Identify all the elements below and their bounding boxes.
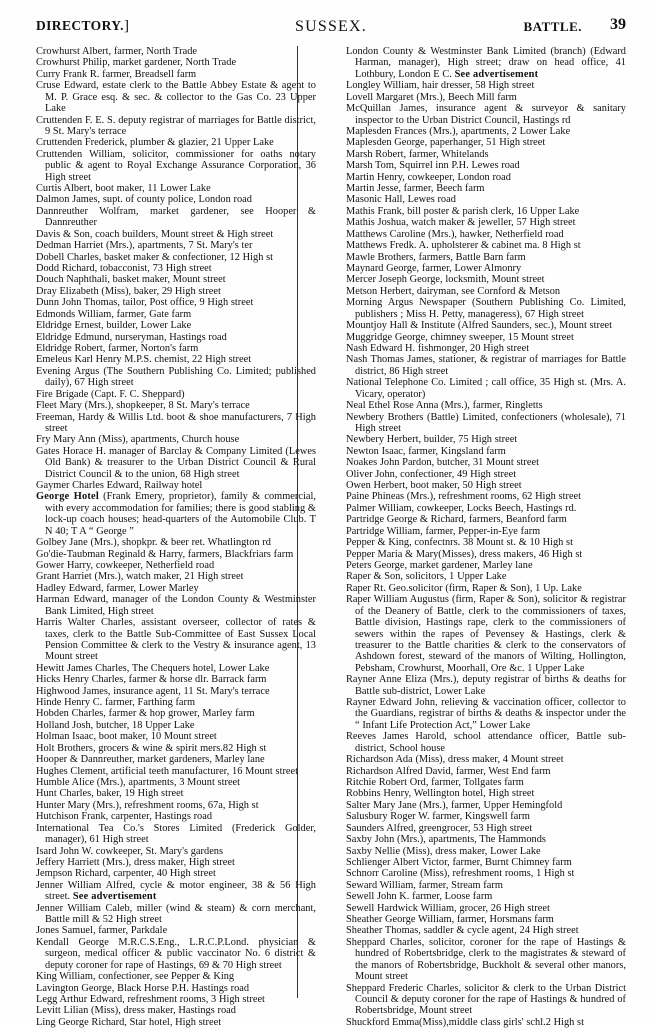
directory-entry: Reeves James Harold, school attendance officer, Battle sub-district, School house [346,731,626,754]
directory-entry: Mathis Frank, bill poster & parish clerk, 16 Upper Lake [346,205,580,217]
directory-entry: Martin Henry, cowkeeper, London road [346,171,511,183]
directory-entry: Dobell Charles, basket maker & confectioner, 12 High st [36,251,274,263]
directory-entry: Salter Mary Jane (Mrs.), farmer, Upper Hemingfold [346,799,563,811]
directory-entry: Hinde Henry C. farmer, Farthing farm [36,697,196,709]
directory-entry: Mercer Joseph George, locksmith, Mount street [346,274,545,286]
directory-entry: International Tea Co.'s Stores Limited (Frederick Golder, manager), 61 High street [36,822,316,846]
directory-entry: Cruttenden William, solicitor, commissioner for oaths notary public & agent to Royal Exchange Assurance Corporation, 36 High street [36,148,316,183]
directory-entry: Jenner William Alfred, cycle & motor engineer, 38 & 56 High street. See advertisement [36,879,316,903]
directory-entry: Dannreuther Wolfram, market gardener, see Hooper & Dannreuther [36,205,316,229]
directory-entry: Muggridge George, chimney sweeper, 15 Mount street [346,331,574,343]
directory-entry: Maplesden George, paperhanger, 51 High street [346,137,546,149]
directory-entry: Partridge George & Richard, farmers, Beanford farm [346,514,567,526]
directory-entry: Legg Arthur Edward, refreshment rooms, 3 High street [36,994,265,1006]
entry-see-advertisement: See advertisement [454,68,539,80]
directory-entry: Jempson Richard, carpenter, 40 High street [36,868,216,880]
directory-entry: Curry Frank R. farmer, Breadsell farm [36,68,197,80]
directory-entry: Evening Argus (The Southern Publishing Co. Limited; published daily), 67 High street [36,365,316,389]
directory-entry: Ritchie Robert Ord, farmer, Tollgates farm [346,777,524,788]
directory-entry: Sheppard Charles, solicitor, coroner for the rape of Hastings & hundred of Robertsbridge, clerk to the magistrates & steward of the manors of Robertsbridge, Buckholt & several other manors, Mount street [346,936,626,983]
directory-entry: George Hotel (Frank Emery, proprietor), family & commercial, with every accommodation for families; there is good stabling & lock-up coach houses; head-quarters of the Automobile Club. T N 40; T A “ George ” [36,491,316,537]
directory-entry: Richardson Ada (Miss), dress maker, 4 Mount street [346,754,564,766]
directory-entry: Peters George, market gardener, Marley lane [346,559,533,571]
directory-entry: Matthews Caroline (Mrs.), hawker, Netherfield road [346,228,564,240]
directory-entry: Pepper Maria & Mary(Misses), dress makers, 46 High st [346,548,583,560]
directory-entry: Newbery Brothers (Battle) Limited, confectioners (wholesale), 71 High street [346,411,626,434]
entry-list-right [346,46,626,1028]
directory-entry: Marsh Tom, Squirrel inn P.H. Lewes road [346,160,520,172]
directory-entry: Holt Brothers, grocers & wine & spirit mers.82 High st [36,742,267,754]
directory-entry: Hutchison Frank, carpenter, Hastings road [36,811,213,823]
directory-entry: Dalmon James, supt. of county police, London road [36,194,252,206]
directory-entry: Hunt Charles, baker, 19 High street [36,788,184,800]
directory-entry: Rayner Anne Eliza (Mrs.), deputy registrar of births & deaths for Battle sub-district, Lower Lake [346,674,626,697]
directory-entry: Eldridge Robert, farmer, Norton's farm [36,342,199,354]
directory-entry: Humble Alice (Mrs.), apartments, 3 Mount street [36,777,241,788]
directory-entry: Saxby Nellie (Miss), dress maker, Lower Lake [346,845,541,857]
directory-entry: Maplesden Frances (Mrs.), apartments, 2 Lower Lake [346,125,571,137]
directory-entry: Lavington George, Black Horse P.H. Hastings road [36,982,250,994]
directory-entry: Golbey Jane (Mrs.), shopkpr. & beer ret. Whatlington rd [36,537,271,549]
directory-entry: Masonic Hall, Lewes road [346,194,456,206]
directory-entry: Dedman Harriet (Mrs.), apartments, 7 St. Mary's ter [36,240,253,252]
directory-entry: Newton Isaac, farmer, Kingsland farm [346,445,506,457]
directory-entry: Douch Naphthali, basket maker, Mount street [36,274,226,286]
directory-entry: Cruse Edward, estate clerk to the Battle Abbey Estate & agent to M. P. Grace esq. & sec. & collector to the Gas Co. 23 Upper Lake [36,80,316,115]
directory-entry: Harman Edward, manager of the London County & Westminster Bank Limited, High street [36,594,316,617]
directory-entry: Gates Horace H. manager of Barclay & Company Limited (Lewes Old Bank) & treasurer to the Urban District Council & Rural District Council & to the union, 68 High street [36,445,316,480]
directory-columns [36,46,626,1028]
directory-entry: Robbins Henry, Wellington hotel, High street [346,788,535,800]
directory-entry: Davis & Son, coach builders, Mount street & High street [36,228,274,240]
directory-entry: Sheppard Frederic Charles, solicitor & clerk to the Urban District Council & deputy coroner for the rape of Hastings & hundred of Robertsbridge, Mount street [346,982,626,1017]
directory-entry: Maynard George, farmer, Lower Almonry [346,263,522,275]
directory-entry: Gower Harry, cowkeeper, Netherfield road [36,559,215,571]
directory-entry: Dodd Richard, tobacconist, 73 High street [36,263,212,275]
directory-entry: Highwood James, insurance agent, 11 St. Mary's terrace [36,685,270,697]
directory-entry: Richardson Alfred David, farmer, West End farm [346,765,551,777]
directory-entry: Matthews Fredk. A. upholsterer & cabinet ma. 8 High st [346,240,581,252]
directory-entry: London County & Westminster Bank Limited (branch) (Edward Harman, manager), High street; draw on head office, 41 Lothbury, London E C. See advertisement [346,46,626,80]
directory-entry: Seward William, farmer, Stream farm [346,879,503,891]
running-head-county: SUSSEX. [295,18,367,35]
directory-entry: Salusbury Roger W. farmer, Kingswell farm [346,811,530,823]
directory-entry: Oliver John, confectioner, 49 High street [346,468,517,480]
directory-entry: Hobden Charles, farmer & hop grower, Marley farm [36,708,255,720]
directory-entry: McQuillan James, insurance agent & surveyor & sanitary inspector to the Urban District Council, Hastings rd [346,103,626,126]
directory-entry: Longley William, hair dresser, 58 High street [346,80,535,92]
directory-entry: Hunter Mary (Mrs.), refreshment rooms, 67a, High st [36,799,259,811]
directory-entry: Hewitt James Charles, The Chequers hotel, Lower Lake [36,662,270,674]
directory-entry: Harris Walter Charles, assistant overseer, collector of rates & taxes, clerk to the Battle Sub-Committee of East Sussex Local Pension Committee & clerk to the Vestry & insurance agent, 13 Mount street [36,617,316,663]
directory-entry: Paine Phineas (Mrs.), refreshment rooms, 62 High street [346,491,582,503]
directory-entry: Sewell Hardwick William, grocer, 26 High street [346,902,550,914]
entry-list-left [36,46,316,1028]
directory-entry: Crowhurst Philip, market gardener, North Trade [36,57,237,69]
directory-entry: Saunders Alfred, greengrocer, 53 High street [346,822,533,834]
directory-entry: Fire Brigade (Capt. F. C. Sheppard) [36,388,185,400]
directory-entry: Neal Ethel Rose Anna (Mrs.), farmer, Ringletts [346,400,543,412]
directory-entry: Gaymer Charles Edward, Railway hotel [36,480,203,492]
directory-entry: Isard John W. cowkeeper, St. Mary's gardens [36,845,224,857]
directory-entry: National Telephone Co. Limited ; call office, 35 High st. (Mrs. A. Vicary, operator) [346,377,626,400]
directory-entry: Cruttenden Frederick, plumber & glazier, 21 Upper Lake [36,137,274,149]
directory-entry: Hicks Henry Charles, farmer & horse dlr. Barrack farm [36,674,267,686]
directory-entry: Saxby John (Mrs.), apartments, The Hammonds [346,834,546,846]
directory-entry: Curtis Albert, boot maker, 11 Lower Lake [36,183,211,195]
directory-entry: Sheather George William, farmer, Horsmans farm [346,914,554,926]
directory-entry: Eldridge Edmund, nurseryman, Hastings road [36,331,227,343]
directory-entry: Sheather Thomas, saddler & cycle agent, 24 High street [346,925,579,937]
directory-entry: Edmonds William, farmer, Gate farm [36,308,192,320]
directory-entry: Raper & Son, solicitors, 1 Upper Lake [346,571,507,583]
entry-bold-name: George Hotel [36,491,99,503]
directory-entry: Lovell Margaret (Mrs.), Beech Mill farm [346,91,517,103]
directory-entry: Levitt Lilian (Miss), dress maker, Hastings road [36,1005,236,1017]
directory-entry: Kendall George M.R.C.S.Eng., L.R.C.P.Lond. physician & surgeon, medical officer & public vaccinator No. 6 district & deputy coroner for rape of Hastings, 69 & 70 High street [36,936,316,971]
directory-entry: Raper Rt. Geo.solicitor (firm, Raper & Son), 1 Up. Lake [346,582,582,594]
directory-entry: Mathis Joshua, watch maker & jeweller, 57 High street [346,217,576,229]
directory-entry: Newbery Herbert, builder, 75 High street [346,434,518,446]
directory-entry: Cruttenden F. E. S. deputy registrar of marriages for Battle district, 9 St. Mary's terrace [36,114,316,137]
directory-entry: Raper William Augustus (firm, Raper & Son), solicitor & registrar of the Deanery of Battle, clerk to the commissioners of taxes, Battle division, Hastings rape, clerk to the commissioners of sewers within the rapes of Pevensey & Hastings, clerk & treasurer to the Battle charities & clerk to the conservators of Ashdown forest, steward of the manors of Wilting, Hollington, Pebsham, Crowhurst, Moorhall, Ore &c. 1 Upper Lake [346,594,626,674]
directory-entry: Fleet Mary (Mrs.), shopkeeper, 8 St. Mary's terrace [36,400,250,412]
directory-entry: Noakes John Pardon, butcher, 31 Mount street [346,457,539,469]
directory-entry: Mountjoy Hall & Institute (Alfred Saunders, sec.), Mount street [346,320,613,332]
directory-entry: Eldridge Ernest, builder, Lower Lake [36,320,192,332]
directory-entry: Holland Josh, butcher, 18 Upper Lake [36,719,195,731]
directory-entry: Nash Thomas James, stationer, & registrar of marriages for Battle district, 86 High street [346,354,626,377]
directory-entry: Sewell John K. farmer, Loose farm [346,891,493,903]
directory-entry: Nash Edward H. fishmonger, 20 High street [346,342,530,354]
directory-entry: Marsh Robert, farmer, Whitelands [346,148,489,160]
directory-entry: Owen Herbert, boot maker, 50 High street [346,480,522,492]
right-column [332,46,626,1028]
left-column [36,46,326,1028]
directory-entry: Partridge William, farmer, Pepper-in-Eye farm [346,525,541,537]
directory-entry: Grant Harriet (Mrs.), watch maker, 21 High street [36,571,244,583]
directory-entry: Emeleus Karl Henry M.P.S. chemist, 22 High street [36,354,252,366]
directory-entry: Rayner Edward John, relieving & vaccination officer, collector to the Guardians, registrar of births & deaths & inspector under the “ Infant Life Protection Act,” Lower Lake [346,697,626,731]
running-head-place: BATTLE. [523,19,582,34]
running-head-left-label: DIRECTORY. [36,18,124,33]
directory-entry: Go'die-Taubman Reginald & Harry, farmers, Blackfriars farm [36,548,294,560]
directory-entry: Shuckford Emma(Miss),middle class girls' schl.2 High st [346,1016,584,1028]
directory-entry: Mawle Brothers, farmers, Battle Barn farm [346,251,526,263]
page-number: 39 [610,16,626,33]
directory-entry: Dunn John Thomas, tailor, Post office, 9 High street [36,297,254,309]
directory-entry: Hooper & Dannreuther, market gardeners, Marley lane [36,754,265,766]
directory-entry: Hughes Clement, artificial teeth manufacturer, 16 Mount street [36,765,299,777]
directory-entry: Martin Jesse, farmer, Beech farm [346,183,485,195]
directory-entry: Jeffery Harriett (Mrs.), dress maker, High street [36,856,235,868]
directory-entry: Metson Herbert, dairyman, see Cornford & Metson [346,285,561,297]
directory-entry: King William, confectioner, see Pepper & King [36,971,235,983]
directory-entry: Palmer William, cowkeeper, Locks Beech, Hastings rd. [346,502,577,514]
directory-entry: Jones Samuel, farmer, Parkdale [36,925,168,937]
directory-entry: Schnorr Caroline (Miss), refreshment rooms, 1 High st [346,868,575,880]
directory-entry: Jenner William Caleb, miller (wind & steam) & corn merchant, Battle mill & 52 High street [36,902,316,926]
directory-entry: Hadley Edward, farmer, Lower Marley [36,582,199,594]
directory-entry: Holman Isaac, boot maker, 10 Mount street [36,731,217,743]
directory-entry: Morning Argus Newspaper (Southern Publishing Co. Limited, publishers ; Miss H. Petty, manageress), 67 High street [346,297,626,320]
running-head-bracket: ] [123,18,130,34]
directory-entry: Fry Mary Ann (Miss), apartments, Church house [36,434,240,446]
directory-entry: Ling George Richard, Star hotel, High street [36,1016,222,1028]
directory-entry: Freeman, Hardy & Willis Ltd. boot & shoe manufacturers, 7 High street [36,411,316,434]
directory-entry: Dray Elizabeth (Miss), baker, 29 High street [36,285,221,297]
directory-entry: Schlienger Albert Victor, farmer, Burnt Chimney farm [346,856,572,868]
directory-entry: Crowhurst Albert, farmer, North Trade [36,46,198,57]
entry-see-advertisement: See advertisement [72,891,157,903]
running-head [36,18,626,40]
directory-entry: Pepper & King, confectnrs. 38 Mount st. & 10 High st [346,537,573,549]
